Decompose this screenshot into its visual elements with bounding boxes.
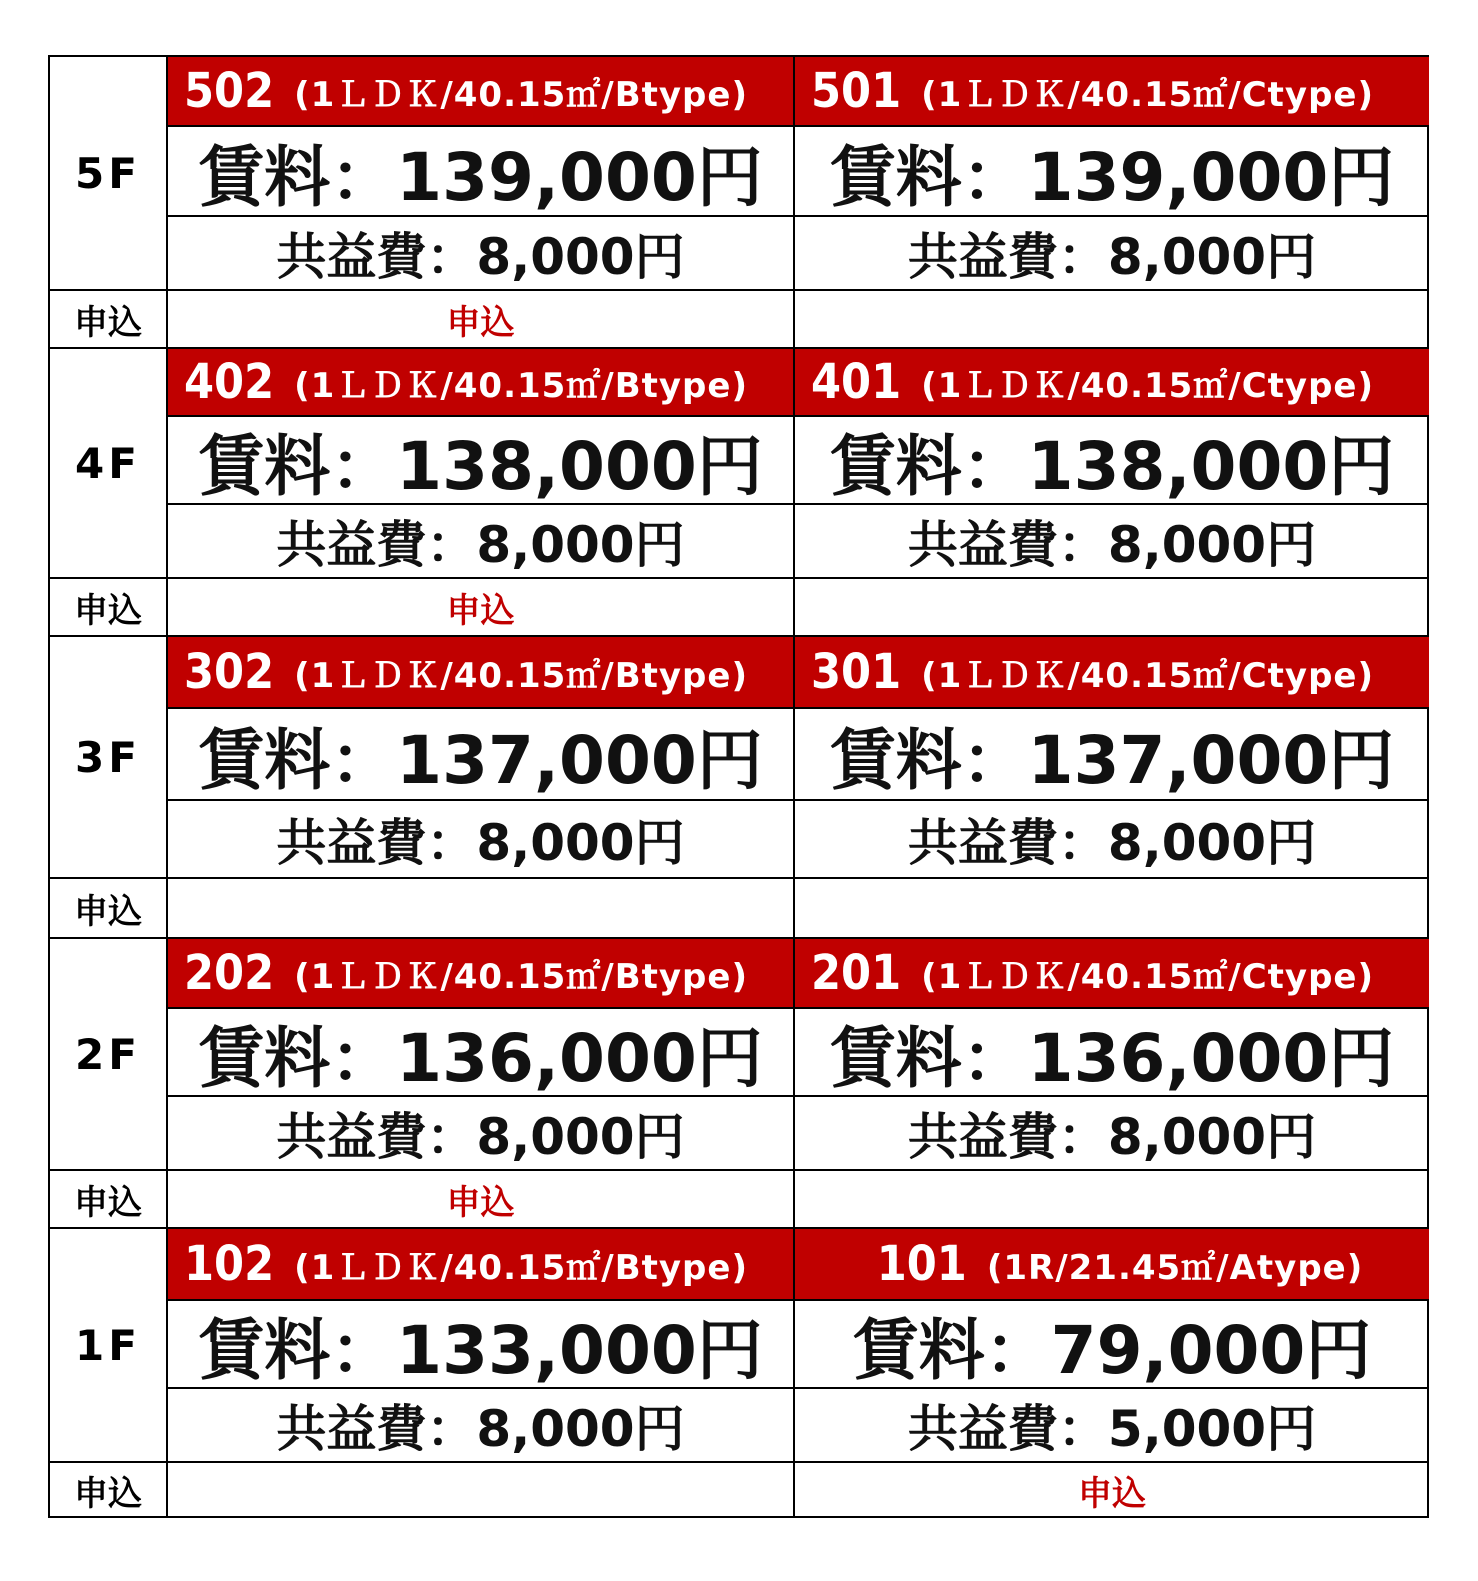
unit-header xyxy=(168,1229,793,1301)
unit-number: 402 xyxy=(184,354,275,410)
rent-text: 賃料：137,000円 xyxy=(795,709,1429,801)
unit-spec: (1ＬＤＫ/40.15㎡/Btype) xyxy=(294,1247,748,1288)
floor-label: 5F xyxy=(50,57,168,291)
fee-text: 共益費：8,000円 xyxy=(168,1389,793,1463)
unit-number: 302 xyxy=(184,644,275,700)
apply-row-label: 申込 xyxy=(50,579,168,637)
floor-label: 2F xyxy=(50,939,168,1171)
unit-spec: (1R/21.45㎡/Atype) xyxy=(986,1247,1364,1288)
rent-text: 賃料：137,000円 xyxy=(168,709,793,801)
floor-label: 3F xyxy=(50,637,168,879)
rent-text: 賃料：138,000円 xyxy=(795,417,1429,505)
apply-link[interactable] xyxy=(795,291,1429,349)
unit-spec: (1ＬＤＫ/40.15㎡/Btype) xyxy=(294,655,748,696)
apply-link[interactable] xyxy=(795,879,1429,939)
unit-header xyxy=(168,637,793,709)
fee-text: 共益費：8,000円 xyxy=(168,217,793,291)
unit-header xyxy=(168,57,793,127)
rent-text: 賃料：136,000円 xyxy=(168,1009,793,1097)
unit-header xyxy=(795,939,1429,1009)
unit-header xyxy=(168,939,793,1009)
fee-text: 共益費：8,000円 xyxy=(795,505,1429,579)
rent-text: 賃料：138,000円 xyxy=(168,417,793,505)
unit-spec: (1ＬＤＫ/40.15㎡/Btype) xyxy=(294,365,748,406)
unit-spec: (1ＬＤＫ/40.15㎡/Ctype) xyxy=(921,956,1375,997)
rent-text: 賃料：79,000円 xyxy=(795,1301,1429,1389)
rent-text: 賃料：139,000円 xyxy=(795,127,1429,217)
floor-label: 1F xyxy=(50,1229,168,1463)
unit-number: 201 xyxy=(811,945,902,1001)
apply-row-label: 申込 xyxy=(50,291,168,349)
fee-text: 共益費：8,000円 xyxy=(795,217,1429,291)
fee-text: 共益費：8,000円 xyxy=(795,1097,1429,1171)
unit-number: 401 xyxy=(811,354,902,410)
apply-link[interactable]: 申込 xyxy=(168,291,793,349)
unit-number: 301 xyxy=(811,644,902,700)
apply-link[interactable] xyxy=(795,579,1429,637)
apply-link[interactable] xyxy=(168,1463,793,1518)
unit-header xyxy=(795,349,1429,417)
apply-link[interactable] xyxy=(795,1171,1429,1229)
unit-header xyxy=(168,349,793,417)
rent-text: 賃料：133,000円 xyxy=(168,1301,793,1389)
unit-spec: (1ＬＤＫ/40.15㎡/Ctype) xyxy=(921,74,1375,115)
availability-table xyxy=(48,55,1429,1518)
unit-header xyxy=(795,1229,1429,1301)
unit-header xyxy=(795,637,1429,709)
unit-number: 202 xyxy=(184,945,275,1001)
apply-link[interactable] xyxy=(168,879,793,939)
rent-text: 賃料：139,000円 xyxy=(168,127,793,217)
unit-spec: (1ＬＤＫ/40.15㎡/Ctype) xyxy=(921,365,1375,406)
unit-spec: (1ＬＤＫ/40.15㎡/Btype) xyxy=(294,956,748,997)
apply-row-label: 申込 xyxy=(50,1171,168,1229)
apply-row-label: 申込 xyxy=(50,1463,168,1518)
apply-row-label: 申込 xyxy=(50,879,168,939)
unit-header xyxy=(795,57,1429,127)
fee-text: 共益費：8,000円 xyxy=(168,1097,793,1171)
floor-label: 4F xyxy=(50,349,168,579)
apply-link[interactable]: 申込 xyxy=(1078,1474,1146,1514)
unit-number: 501 xyxy=(811,63,902,119)
apply-link[interactable]: 申込 xyxy=(168,1171,793,1229)
fee-text: 共益費：5,000円 xyxy=(795,1389,1429,1463)
fee-text: 共益費：8,000円 xyxy=(168,505,793,579)
rent-text: 賃料：136,000円 xyxy=(795,1009,1429,1097)
fee-text: 共益費：8,000円 xyxy=(168,801,793,879)
unit-spec: (1ＬＤＫ/40.15㎡/Btype) xyxy=(294,74,748,115)
fee-text: 共益費：8,000円 xyxy=(795,801,1429,879)
apply-link[interactable]: 申込 xyxy=(168,579,793,637)
unit-spec: (1ＬＤＫ/40.15㎡/Ctype) xyxy=(921,655,1375,696)
unit-number: 502 xyxy=(184,63,275,119)
unit-number: 102 xyxy=(184,1236,275,1292)
unit-number: 101 xyxy=(876,1236,967,1292)
